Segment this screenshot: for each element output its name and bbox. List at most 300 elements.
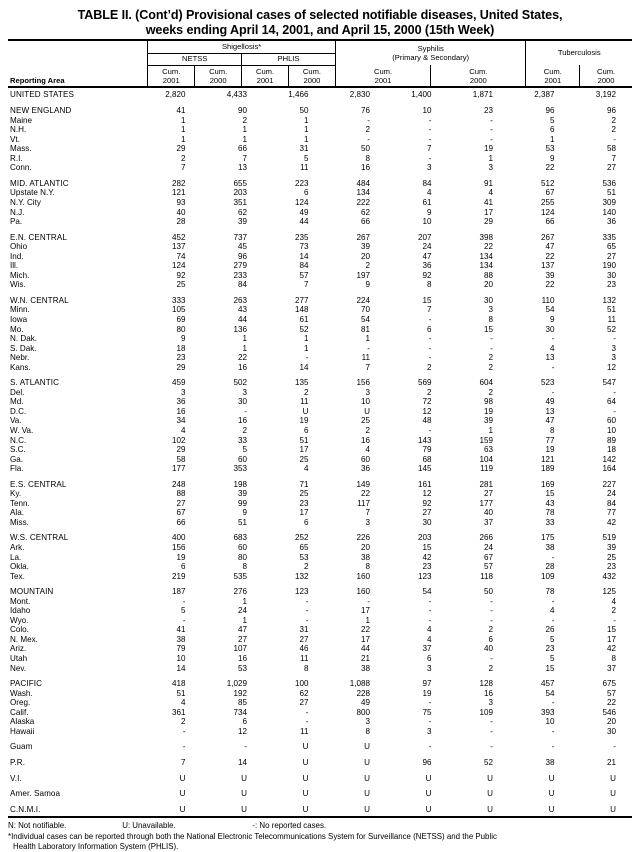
header-year-label: 2000 [209,75,227,85]
row-cell: U [610,804,616,814]
row-cell: 62 [360,207,370,217]
row-cell: 4 [488,188,493,198]
table-row [8,562,632,572]
row-cell: 79 [176,644,186,654]
table-row [8,280,632,290]
row-cell: 15 [545,489,555,499]
row-cell: 226 [356,533,370,543]
row-cell: 41 [176,625,186,635]
row-area-label: Vt. [10,134,20,144]
row-cell: 9 [549,153,555,163]
row-cell: 68 [422,454,432,464]
row-area-label: V.I. [10,773,22,783]
row-cell: 164 [602,464,616,474]
row-cell: 3 [365,387,370,397]
table-row [8,305,632,315]
row-cell: 2 [303,562,309,572]
row-cell: 100 [294,679,309,689]
table-row [8,296,632,306]
table-row [8,789,632,799]
row-cell: 1,088 [349,679,370,689]
row-cell: 60 [360,454,370,464]
row-cell: 25 [360,416,370,426]
row-cell: 51 [237,517,247,527]
row-cell: 15 [422,295,432,305]
table-row [8,774,632,784]
row-cell: 1 [303,115,309,125]
row-cell: - [613,134,616,144]
row-cell: 44 [299,217,309,227]
row-cell: 53 [237,663,247,673]
row-cell: 11 [300,397,309,407]
row-cell: 27 [237,634,247,644]
table-header [8,39,632,88]
row-cell: - [613,406,616,416]
row-area-label: Iowa [10,314,28,324]
row-cell: 52 [299,324,309,334]
row-cell: 3 [488,698,493,708]
row-cell: 22 [237,353,247,363]
row-cell: - [428,596,432,606]
row-cell: 547 [602,378,616,388]
row-cell: 42 [422,552,432,562]
table-row [8,315,632,325]
row-cell: 12 [422,489,432,499]
row-cell: U [302,406,309,416]
row-cell: 28 [545,562,555,572]
row-cell: 267 [356,232,370,242]
row-cell: - [490,596,493,606]
footnote-asterisk-line1: *Individual cases can be reported through both the National Electronic Telecommunications System for Surveillance (NETSS) and the Public [8,831,497,841]
row-cell: 13 [545,406,555,416]
row-cell: 46 [299,644,309,654]
row-cell: 53 [299,552,309,562]
row-cell: 78 [545,587,555,597]
table-row [8,606,632,616]
row-cell: 156 [171,543,186,553]
row-cell: 30 [237,397,247,407]
header-col-shig-netss-2001 [148,65,195,86]
row-cell: 70 [360,305,370,315]
row-cell: 109 [540,571,555,581]
row-cell: 418 [171,679,186,689]
header-group-tuberculosis: Tuberculosis [526,41,632,65]
table-row [8,597,632,607]
row-cell: 9 [426,207,432,217]
row-cell: U [302,804,309,814]
row-cell: 27 [483,489,493,499]
row-area-label: Colo. [10,625,29,635]
row-cell: 2 [488,362,493,372]
row-cell: - [182,596,186,606]
row-area-label: Md. [10,397,24,407]
row-cell: 75 [422,707,432,717]
row-cell: 7 [242,153,247,163]
row-cell: 58 [176,454,186,464]
row-area-label: Ark. [10,543,25,553]
table-row [8,727,632,737]
header-cum-label: Cum. [596,66,616,76]
row-cell: 105 [171,305,186,315]
row-cell: 8 [303,663,309,673]
row-area-label: Ohio [10,242,28,252]
row-cell: 119 [480,464,493,474]
row-cell: U [179,804,186,814]
row-cell: 22 [606,698,616,708]
row-cell: 60 [606,416,616,426]
row-cell: 17 [360,606,370,616]
row-cell: - [613,387,616,397]
row-area-label: Wis. [10,280,26,290]
row-cell: 8 [611,654,616,664]
row-cell: U [425,804,432,814]
table-row [8,179,632,189]
table-row [8,378,632,388]
row-cell: - [428,615,432,625]
table-row [8,261,632,271]
row-cell: 124 [540,207,555,217]
row-cell: 2 [488,625,493,635]
row-area-label: Mich. [10,270,30,280]
legend-no-reported-cases: -: No reported cases. [252,820,327,830]
row-cell: 7 [180,757,186,767]
row-cell: 54 [360,314,370,324]
row-cell: 2 [611,125,616,135]
row-cell: 132 [294,571,309,581]
row-cell: 19 [483,144,493,154]
row-area-label: R.I. [10,153,23,163]
row-cell: - [428,606,432,616]
row-cell: 62 [299,688,309,698]
row-cell: 54 [422,587,432,597]
row-cell: 4 [549,343,555,353]
row-area-label: P.R. [10,757,26,767]
row-cell: 54 [545,688,555,698]
row-cell: 42 [606,517,616,527]
table-row [8,198,632,208]
row-cell: - [428,698,432,708]
row-cell: 3 [365,717,370,727]
row-cell: 4 [611,596,616,606]
row-area-label: Alaska [10,717,35,727]
row-cell: 29 [176,362,186,372]
row-cell: 276 [233,587,247,597]
header-sub-netss: NETSS [148,53,242,65]
row-cell: 4 [426,625,432,635]
row-cell: 33 [545,517,555,527]
row-cell: 19 [299,416,309,426]
row-area-label: N. Mex. [10,634,38,644]
row-cell: 2 [180,717,186,727]
row-cell: 90 [237,106,247,116]
row-cell: U [241,773,247,783]
row-cell: 66 [360,217,370,227]
footnote-asterisk-line2: Health Laboratory Information System (PHLIS). [13,841,179,851]
row-cell: 40 [483,644,493,654]
row-cell: 39 [483,416,493,426]
row-cell: U [364,406,370,416]
row-cell: 16 [483,688,493,698]
table-row [8,271,632,281]
row-cell: 96 [237,251,247,261]
row-cell: 6 [549,125,555,135]
row-cell: 228 [356,688,370,698]
row-cell: 81 [360,324,370,334]
row-area-label: Guam [10,742,33,752]
table-row [8,217,632,227]
row-cell: 91 [483,178,493,188]
row-cell: U [487,773,493,783]
header-cum-label: Cum. [373,66,393,76]
header-group-syphilis [335,41,526,65]
row-cell: 351 [233,197,247,207]
row-cell: 66 [237,144,247,154]
page-title-line2: weeks ending April 14, 2001, and April 15, 2000 (15th Week) [145,23,495,37]
row-cell: - [367,115,370,125]
row-cell: 23 [483,106,493,116]
row-cell: 84 [299,261,309,271]
row-cell: - [490,654,493,664]
row-cell: 2 [242,426,247,435]
row-cell: 37 [422,644,432,654]
header-corner-blank [8,41,148,65]
row-cell: - [305,707,309,717]
table-row [8,163,632,173]
row-cell: 41 [176,106,186,116]
row-cell: 484 [356,178,370,188]
row-cell: 96 [606,106,616,116]
row-cell: 20 [483,280,493,290]
row-cell: 400 [171,533,186,543]
row-cell: U [302,742,309,752]
row-cell: 187 [171,587,186,597]
page-title [8,8,632,38]
row-cell: 1 [303,334,309,344]
row-cell: 1 [303,134,309,144]
header-cum-label: Cum. [469,66,488,76]
row-cell: 36 [176,397,186,407]
row-area-label: W.N. CENTRAL [10,295,69,305]
row-cell: 6 [180,562,186,572]
row-area-label: Ala. [10,508,24,518]
row-cell: 282 [171,178,186,188]
row-cell: 49 [299,207,309,217]
row-cell: - [305,717,309,727]
row-cell: 67 [176,508,186,518]
row-cell: - [490,134,493,144]
row-cell: 546 [602,707,616,717]
row-cell: 233 [233,270,247,280]
row-area-label: Mont. [10,596,31,606]
row-area-label: N.J. [10,207,25,217]
row-cell: 2 [426,362,432,372]
legend-unavailable: U: Unavailable. [122,820,176,830]
row-cell: 135 [294,378,309,388]
row-cell: 41 [483,197,493,207]
row-cell: 57 [483,562,493,572]
row-cell: 161 [417,479,432,489]
row-cell: - [490,726,493,736]
row-cell: - [428,426,432,435]
row-area-label: N.Y. City [10,197,41,207]
row-cell: 3 [426,163,432,173]
row-cell: 142 [602,454,616,464]
row-cell: 333 [171,295,186,305]
row-cell: 6 [426,324,432,334]
row-cell: - [428,353,432,363]
table-row [8,154,632,164]
row-cell: 19 [422,688,432,698]
header-year-label: 2001 [256,75,274,85]
row-cell: 2,830 [349,89,370,99]
row-cell: 1 [180,125,186,135]
row-cell: 40 [176,207,186,217]
row-cell: 1 [180,115,186,125]
row-cell: 96 [422,757,432,767]
row-cell: 22 [545,251,555,261]
row-cell: 25 [299,454,309,464]
row-cell: 39 [545,270,555,280]
row-cell: U [487,804,493,814]
row-area-label: W. Va. [10,426,34,435]
row-cell: 38 [545,543,555,553]
row-cell: 266 [479,533,493,543]
row-cell: 263 [233,295,247,305]
row-area-label: Ariz. [10,644,27,654]
row-cell: 1,029 [226,679,247,689]
row-cell: 3 [488,163,493,173]
row-cell: 3 [611,343,616,353]
row-cell: 62 [237,207,247,217]
row-cell: 30 [606,726,616,736]
row-cell: 11 [361,353,370,363]
row-area-label: Tex. [10,571,25,581]
row-cell: 76 [360,106,370,116]
row-cell: 683 [233,533,247,543]
row-cell: - [490,343,493,353]
row-cell: 67 [545,188,555,198]
row-cell: 8 [365,726,370,736]
row-cell: 3,192 [595,89,616,99]
row-cell: - [182,726,186,736]
row-cell: 29 [176,144,186,154]
row-cell: U [364,742,370,752]
row-cell: 189 [540,464,555,474]
table-row [8,208,632,218]
row-cell: 124 [294,197,309,207]
row-cell: 309 [602,197,616,207]
row-cell: U [610,773,616,783]
row-cell: 5 [242,445,247,455]
row-cell: 132 [602,295,616,305]
row-cell: U [364,804,370,814]
row-area-label: MID. ATLANTIC [10,178,69,188]
row-cell: 3 [242,387,247,397]
row-cell: 42 [606,644,616,654]
row-cell: 569 [417,378,432,388]
row-cell: 85 [237,698,247,708]
row-cell: 255 [540,197,555,207]
table-row [8,679,632,689]
row-cell: 1,400 [411,89,432,99]
row-area-label: N. Dak. [10,334,37,344]
row-cell: 45 [237,242,247,252]
row-area-label: Oreg. [10,698,31,708]
header-cum-label: Cum. [543,66,562,76]
row-cell: 97 [422,679,432,689]
row-cell: - [490,606,493,616]
row-cell: 25 [606,552,616,562]
row-cell: 104 [479,454,493,464]
row-cell: 118 [480,571,493,581]
row-cell: 5 [549,634,555,644]
row-cell: 8 [365,562,370,572]
row-cell: 7 [180,163,186,173]
row-cell: 4 [426,634,432,644]
row-area-label: Nev. [10,663,27,673]
row-cell: 7 [426,305,432,315]
row-area-label: S. Dak. [10,343,37,353]
table-row [8,242,632,252]
row-cell: 1,871 [472,89,493,99]
row-cell: - [551,334,555,344]
row-cell: 3 [488,305,493,315]
table-row [8,445,632,455]
table-row [8,572,632,582]
row-cell: 43 [545,498,555,508]
row-cell: 6 [242,717,247,727]
row-cell: 39 [237,489,247,499]
row-cell: 84 [237,280,247,290]
row-cell: 21 [606,757,616,767]
row-cell: 361 [171,707,186,717]
row-cell: 10 [606,426,616,435]
row-cell: 20 [360,543,370,553]
row-cell: 281 [479,479,493,489]
row-area-label: N.H. [10,125,27,135]
row-cell: 1 [242,615,247,625]
row-cell: 279 [233,261,247,271]
row-cell: 19 [545,445,555,455]
footnotes [8,821,632,852]
row-cell: 7 [303,280,309,290]
table-row [8,644,632,654]
row-cell: 51 [606,188,616,198]
row-cell: 27 [299,634,309,644]
row-cell: 15 [545,663,555,673]
row-cell: 17 [299,445,309,455]
row-cell: 2 [488,353,493,363]
row-cell: 177 [479,498,493,508]
table-row [8,805,632,815]
header-cum-label: Cum. [255,66,275,76]
row-cell: 92 [176,270,186,280]
row-area-label: W.S. CENTRAL [10,533,69,543]
row-cell: 73 [299,242,309,252]
row-cell: 159 [479,435,493,445]
row-cell: 1 [488,153,493,163]
row-cell: 398 [479,232,493,242]
row-cell: 65 [299,543,309,553]
row-area-label: Mass. [10,144,32,154]
row-cell: 4 [180,698,186,708]
row-area-label: Pa. [10,217,23,227]
row-cell: 2,820 [165,89,186,99]
row-area-label: Ill. [10,261,19,271]
row-cell: 89 [606,435,616,445]
row-cell: 140 [602,207,616,217]
row-cell: U [241,789,247,799]
